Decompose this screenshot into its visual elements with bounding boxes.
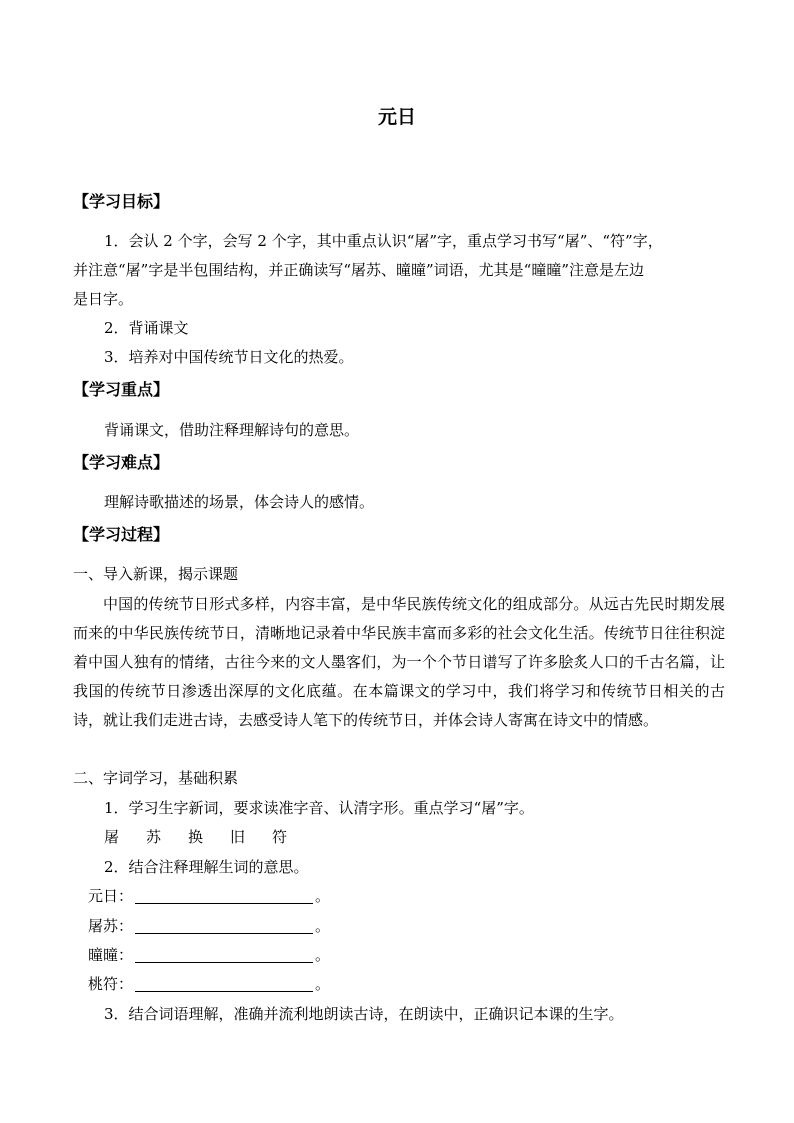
objective-1-line-1: 1．会认 2 个字，会写 2 个字，其中重点认识“屠”字，重点学习书写“屠”、“符”字，: [104, 232, 663, 250]
answer-blank[interactable]: [135, 917, 313, 934]
section-1-title: 一、导入新课，揭示课题: [73, 565, 239, 583]
new-word: 苏: [146, 828, 162, 846]
new-word: 屠: [104, 828, 120, 846]
step-2-text: 2．结合注释理解生词的意思。: [104, 858, 309, 876]
term-label: 元日：: [88, 887, 134, 905]
step-1-text: 1．学习生字新词，要求读准字音、认清字形。重点学习“屠”字。: [104, 799, 534, 817]
new-word: 换: [188, 828, 204, 846]
answer-blank[interactable]: [135, 946, 313, 963]
objective-3: 3．培养对中国传统节日文化的热爱。: [104, 348, 354, 366]
term-row: [88, 915, 330, 937]
section-1-paragraph: 中国的传统节日形式多样，内容丰富，是中华民族传统文化的组成部分。从远古先民时期发展而来的中华民族传统节日，清晰地记录着中华民族丰富而多彩的社会文化生活。传统节日往往积淀着中国人独有的情绪，古往今来的文人墨客们，为一个个节日谱写了许多脍炙人口的千古名篇，让我国的传统节日渗透出深厚的文化底蕴。在本篇课文的学习中，我们将学习和传统节日相关的古诗，就让我们走进古诗，去感受诗人笔下的传统节日，并体会诗人寄寓在诗文中的情感。: [73, 595, 725, 729]
term-end: 。: [315, 917, 331, 935]
answer-blank[interactable]: [135, 887, 313, 904]
objective-1-line-2: 并注意“屠”字是半包围结构，并正确读写“屠苏、曈曈”词语，尤其是“曈曈”注意是左边: [73, 261, 645, 279]
term-label: 桃符：: [88, 975, 134, 993]
term-row: [88, 973, 330, 995]
term-label: 曈曈：: [88, 946, 134, 964]
key-points-text: 背诵课文，借助注释理解诗句的意思。: [104, 421, 360, 439]
term-label: 屠苏：: [88, 917, 134, 935]
process-heading: 【学习过程】: [73, 525, 170, 544]
term-end: 。: [315, 887, 331, 905]
answer-blank[interactable]: [135, 975, 313, 992]
step-3-text: 3．结合词语理解，准确并流利地朗读古诗，在朗读中，正确识记本课的生字。: [104, 1005, 624, 1023]
difficulties-heading: 【学习难点】: [73, 453, 170, 472]
new-words-row: [104, 826, 314, 848]
section-2-title: 二、字词学习，基础积累: [73, 769, 239, 787]
objectives-heading: 【学习目标】: [73, 192, 170, 211]
term-row: [88, 885, 330, 907]
difficulties-text: 理解诗歌描述的场景，体会诗人的感情。: [104, 493, 375, 511]
term-row: [88, 944, 330, 966]
key-points-heading: 【学习重点】: [73, 380, 170, 399]
new-word: 符: [272, 828, 288, 846]
objective-1-line-3: 是日字。: [73, 290, 134, 308]
objective-2: 2．背诵课文: [104, 319, 189, 337]
term-end: 。: [315, 975, 331, 993]
new-word: 旧: [230, 828, 246, 846]
term-end: 。: [315, 946, 331, 964]
page-title: 元日: [377, 106, 416, 128]
